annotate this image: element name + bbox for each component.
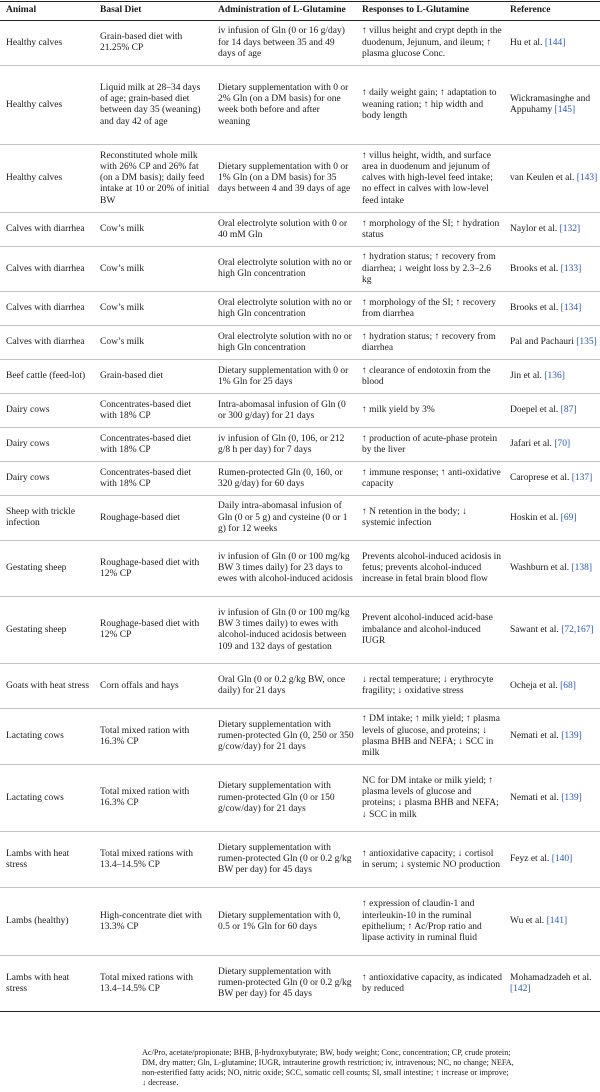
cell-basal-diet: Corn offals and hays	[94, 664, 212, 709]
cell-response: ↑ N retention in the body; ↓ systemic infection	[356, 496, 504, 541]
reference-authors: van Keulen et al.	[510, 173, 577, 184]
cell-animal: Lactating cows	[0, 765, 94, 832]
cell-reference	[504, 213, 600, 247]
cell-response: ↑ DM intake; ↑ milk yield; ↑ plasma levels of glucose, and proteins; ↓ plasma BHB and NEFA; ↓ SCC in milk	[356, 709, 504, 765]
footnote-line: ↓ decrease.	[142, 1078, 179, 1087]
cell-response: ↑ milk yield by 3%	[356, 394, 504, 428]
reference-link[interactable]: [133]	[560, 263, 582, 274]
cell-reference	[504, 956, 600, 1012]
reference-link[interactable]: [138]	[571, 563, 593, 574]
cell-response: NC for DM intake or milk yield; ↑ plasma levels of glucose and proteins; ↓ plasma BHB and NEFA; ↓ SCC in milk	[356, 765, 504, 832]
cell-basal-diet: Reconstituted whole milk with 26% CP and 26% fat (on a DM basis); daily feed intake at 10 or 20% of initial BW	[94, 145, 212, 213]
cell-reference	[504, 597, 600, 664]
table-row	[0, 292, 600, 326]
cell-administration: Dietary supplementation with rumen-protected Gln (0 or 0.2 g/kg BW per day) for 45 days	[212, 956, 356, 1012]
reference-authors: Pal and Pachauri	[510, 337, 577, 348]
reference-link[interactable]: [136]	[544, 371, 565, 382]
reference-link[interactable]: [139]	[561, 731, 582, 742]
cell-administration: Oral electrolyte solution with no or high Gln concentration	[212, 326, 356, 360]
reference-link[interactable]: [135]	[576, 337, 597, 348]
cell-response: ↑ daily weight gain; ↑ adaptation to weaning ration; ↑ hip width and body length	[356, 66, 504, 145]
cell-animal: Goats with heat stress	[0, 664, 94, 709]
cell-animal: Lactating cows	[0, 709, 94, 765]
col-header-responses: Responses to L-Glutamine	[356, 2, 504, 21]
cell-animal: Calves with diarrhea	[0, 326, 94, 360]
cell-basal-diet: Total mixed rations with 13.4–14.5% CP	[94, 832, 212, 888]
cell-animal: Gestating sheep	[0, 541, 94, 597]
cell-administration: iv infusion of Gln (0, 106, or 212 g/8 h per day) for 7 days	[212, 428, 356, 462]
table-row	[0, 765, 600, 832]
col-header-administration: Administration of L-Glutamine	[212, 2, 356, 21]
cell-basal-diet: Total mixed ration with 16.3% CP	[94, 709, 212, 765]
cell-response: ↓ rectal temperature; ↓ erythrocyte fragility; ↓ oxidative stress	[356, 664, 504, 709]
reference-authors: Washburn et al.	[510, 563, 572, 574]
cell-response: ↑ clearance of endotoxin from the blood	[356, 360, 504, 394]
table-row	[0, 145, 600, 213]
cell-basal-diet: Liquid milk at 28–34 days of age; grain-based diet between day 35 (weaning) and day 42 of age	[94, 66, 212, 145]
cell-administration: Intra-abomasal infusion of Gln (0 or 300 g/day) for 21 days	[212, 394, 356, 428]
reference-link[interactable]: [68]	[560, 680, 576, 691]
reference-authors: Wickramasinghe and Appuhamy	[510, 94, 591, 116]
cell-response: Prevents alcohol-induced acidosis in fetus; prevents alcohol-induced increase in fetal brain blood flow	[356, 541, 504, 597]
reference-authors: Mohamadzadeh et al.	[510, 972, 592, 983]
cell-response: ↑ antioxidative capacity, as indicated by reduced	[356, 956, 504, 1012]
cell-response: ↑ villus height and crypt depth in the duodenum, Jejunum, and ileum; ↑ plasma glucose Conc.	[356, 21, 504, 66]
cell-animal: Sheep with trickle infection	[0, 496, 94, 541]
reference-link[interactable]: [87]	[560, 405, 577, 416]
table-row	[0, 541, 600, 597]
table-row	[0, 21, 600, 66]
cell-basal-diet: Concentrates-based diet with 18% CP	[94, 462, 212, 496]
cell-reference	[504, 664, 600, 709]
table-row	[0, 597, 600, 664]
reference-authors: Ocheja et al.	[510, 680, 561, 691]
reference-link[interactable]: [132]	[559, 224, 581, 235]
reference-authors: Hu et al.	[510, 37, 545, 48]
cell-animal: Healthy calves	[0, 66, 94, 145]
cell-basal-diet: High-concentrate diet with 13.3% CP	[94, 888, 212, 956]
cell-administration: Dietary supplementation with rumen-protected Gln (0 or 0.2 g/kg BW per day) for 45 days	[212, 832, 356, 888]
cell-response: ↑ hydration status; ↑ recovery from diarrhea	[356, 326, 504, 360]
reference-authors: Caroprese et al.	[510, 473, 572, 484]
reference-link[interactable]: [141]	[546, 916, 568, 927]
table-row	[0, 66, 600, 145]
cell-reference	[504, 496, 600, 541]
table-row	[0, 832, 600, 888]
cell-basal-diet: Grain-based diet	[94, 360, 212, 394]
cell-response: ↑ immune response; ↑ anti-oxidative capacity	[356, 462, 504, 496]
cell-basal-diet: Cow’s milk	[94, 326, 212, 360]
table-header	[0, 2, 600, 21]
cell-animal: Healthy calves	[0, 21, 94, 66]
cell-animal: Dairy cows	[0, 462, 94, 496]
table-row	[0, 462, 600, 496]
reference-authors: Wu et al.	[510, 916, 547, 927]
cell-animal: Lambs with heat stress	[0, 956, 94, 1012]
cell-basal-diet: Cow’s milk	[94, 292, 212, 326]
cell-animal: Beef cattle (feed-lot)	[0, 360, 94, 394]
reference-link[interactable]: [139]	[561, 792, 582, 803]
reference-link[interactable]: [140]	[551, 854, 573, 865]
cell-animal: Calves with diarrhea	[0, 292, 94, 326]
cell-basal-diet: Cow’s milk	[94, 213, 212, 247]
reference-link[interactable]: [143]	[576, 173, 598, 184]
reference-link[interactable]: [69]	[560, 512, 577, 523]
cell-administration: Oral electrolyte solution with 0 or 40 mM Gln	[212, 213, 356, 247]
footnote-line: non-esterified fatty acids; NO, nitric oxide; SCC, somatic cell counts; SI, small intestine; ↑ increase or improve;	[142, 1068, 509, 1077]
reference-authors: Brooks et al.	[510, 303, 561, 314]
table-row	[0, 394, 600, 428]
cell-reference	[504, 888, 600, 956]
cell-administration: Rumen-protected Gln (0, 160, or 320 g/day) for 60 days	[212, 462, 356, 496]
cell-basal-diet: Concentrates-based diet with 18% CP	[94, 394, 212, 428]
col-header-reference: Reference	[504, 2, 600, 21]
cell-administration: Oral Gln (0 or 0.2 g/kg BW, once daily) for 21 days	[212, 664, 356, 709]
cell-animal: Dairy cows	[0, 428, 94, 462]
cell-reference	[504, 541, 600, 597]
col-header-basal-diet: Basal Diet	[94, 2, 212, 21]
table-row	[0, 664, 600, 709]
table-footnote	[142, 1048, 598, 1088]
cell-administration: iv infusion of Gln (0 or 100 mg/kg BW 3 times daily) to ewes with alcohol-induced acidosis between 109 and 132 days of gestation	[212, 597, 356, 664]
cell-response: ↑ expression of claudin-1 and interleukin-10 in the ruminal epithelium; ↑ Ac/Prop ratio and lipase activity in ruminal fluid	[356, 888, 504, 956]
cell-animal: Calves with diarrhea	[0, 213, 94, 247]
cell-administration: Daily intra-abomasal infusion of Gln (0 or 5 g) and cysteine (0 or 1 g) for 12 weeks	[212, 496, 356, 541]
cell-basal-diet: Total mixed ration with 16.3% CP	[94, 765, 212, 832]
header-row	[0, 2, 600, 21]
cell-administration: Dietary supplementation with rumen-protected Gln (0, 250 or 350 g/cow/day) for 21 days	[212, 709, 356, 765]
table-row	[0, 709, 600, 765]
cell-response: ↑ morphology of the SI; ↑ hydration status	[356, 213, 504, 247]
table-row	[0, 888, 600, 956]
cell-basal-diet: Grain-based diet with 21.25% CP	[94, 21, 212, 66]
reference-authors: Feyz et al.	[510, 854, 552, 865]
reference-authors: Doepel et al.	[510, 405, 561, 416]
cell-animal: Lambs (healthy)	[0, 888, 94, 956]
cell-animal: Gestating sheep	[0, 597, 94, 664]
reference-authors: Naylor et al.	[510, 224, 560, 235]
table-row	[0, 956, 600, 1012]
cell-administration: iv infusion of Gln (0 or 16 g/day) for 14 days between 35 and 49 days of age	[212, 21, 356, 66]
cell-basal-diet: Roughage-based diet with 12% CP	[94, 541, 212, 597]
reference-authors: Jafari et al.	[510, 439, 555, 450]
cell-reference	[504, 145, 600, 213]
cell-reference	[504, 765, 600, 832]
col-header-animal: Animal	[0, 2, 94, 21]
footnote-line: DM, dry matter; Gln, L-glutamine; IUGR, intrauterine growth restriction; iv, intravenous; NC, no change; NEFA,	[142, 1058, 514, 1067]
cell-administration: Oral electrolyte solution with no or high Gln concentration	[212, 247, 356, 292]
cell-reference	[504, 21, 600, 66]
table-row	[0, 428, 600, 462]
cell-administration: Dietary supplementation with 0 or 1% Gln (on a DM basis) for 35 days between 4 and 39 days of age	[212, 145, 356, 213]
cell-reference	[504, 709, 600, 765]
reference-link[interactable]: [137]	[571, 473, 593, 484]
reference-authors: Nemati et al.	[510, 792, 562, 803]
reference-authors: Sawant et al.	[510, 624, 562, 635]
cell-response: Prevent alcohol-induced acid-base imbalance and alcohol-induced IUGR	[356, 597, 504, 664]
cell-response: ↑ villus height, width, and surface area in duodenum and jejunum of calves with high-level feed intake; no effect in calves with low-level feed intake	[356, 145, 504, 213]
cell-response: ↑ production of acute-phase protein by the liver	[356, 428, 504, 462]
table-row	[0, 496, 600, 541]
cell-reference	[504, 462, 600, 496]
cell-basal-diet: Concentrates-based diet with 18% CP	[94, 428, 212, 462]
table-row	[0, 326, 600, 360]
table-row	[0, 247, 600, 292]
cell-administration: Dietary supplementation with rumen-protected Gln (0 or 150 g/cow/day) for 21 days	[212, 765, 356, 832]
cell-basal-diet: Roughage-based diet	[94, 496, 212, 541]
cell-reference	[504, 394, 600, 428]
cell-basal-diet: Total mixed rations with 13.4–14.5% CP	[94, 956, 212, 1012]
cell-reference	[504, 326, 600, 360]
cell-reference	[504, 360, 600, 394]
reference-link[interactable]: [144]	[544, 37, 566, 48]
table-body	[0, 21, 600, 1012]
reference-authors: Brooks et al.	[510, 263, 561, 274]
table-row	[0, 213, 600, 247]
cell-reference	[504, 832, 600, 888]
reference-link[interactable]: [142]	[510, 983, 531, 994]
cell-response: ↑ hydration status; ↑ recovery from diarrhea; ↓ weight loss by 2.3–2.6 kg	[356, 247, 504, 292]
cell-basal-diet: Cow’s milk	[94, 247, 212, 292]
cell-reference	[504, 66, 600, 145]
reference-link[interactable]: [72,167]	[561, 624, 594, 635]
reference-link[interactable]: [134]	[560, 303, 582, 314]
footnote-line: Ac/Pro, acetate/propionate; BHB, β-hydroxybutyrate; BW, body weight; Conc, concentration; CP, crude protein;	[142, 1048, 511, 1057]
cell-reference	[504, 247, 600, 292]
cell-reference	[504, 428, 600, 462]
cell-reference	[504, 292, 600, 326]
cell-basal-diet: Roughage-based diet with 12% CP	[94, 597, 212, 664]
cell-animal: Lambs with heat stress	[0, 832, 94, 888]
cell-animal: Calves with diarrhea	[0, 247, 94, 292]
cell-administration: Dietary supplementation with 0 or 2% Gln (on a DM basis) for one week both before and after weaning	[212, 66, 356, 145]
cell-administration: Oral electrolyte solution with no or high Gln concentration	[212, 292, 356, 326]
cell-administration: iv infusion of Gln (0 or 100 mg/kg BW 3 times daily) for 23 days to ewes with alcohol-induced acidosis	[212, 541, 356, 597]
cell-response: ↑ morphology of the SI; ↑ recovery from diarrhea	[356, 292, 504, 326]
cell-administration: Dietary supplementation with 0, 0.5 or 1% Gln for 60 days	[212, 888, 356, 956]
glutamine-table	[0, 1, 600, 1012]
reference-link[interactable]: [70]	[554, 439, 571, 450]
reference-authors: Hoskin et al.	[510, 512, 561, 523]
reference-authors: Nemati et al.	[510, 731, 562, 742]
cell-animal: Healthy calves	[0, 145, 94, 213]
cell-animal: Dairy cows	[0, 394, 94, 428]
cell-administration: Dietary supplementation with 0 or 1% Gln for 25 days	[212, 360, 356, 394]
table-row	[0, 360, 600, 394]
reference-authors: Jin et al.	[510, 371, 545, 382]
cell-response: ↑ antioxidative capacity; ↓ cortisol in serum; ↓ systemic NO production	[356, 832, 504, 888]
reference-link[interactable]: [145]	[554, 105, 576, 116]
